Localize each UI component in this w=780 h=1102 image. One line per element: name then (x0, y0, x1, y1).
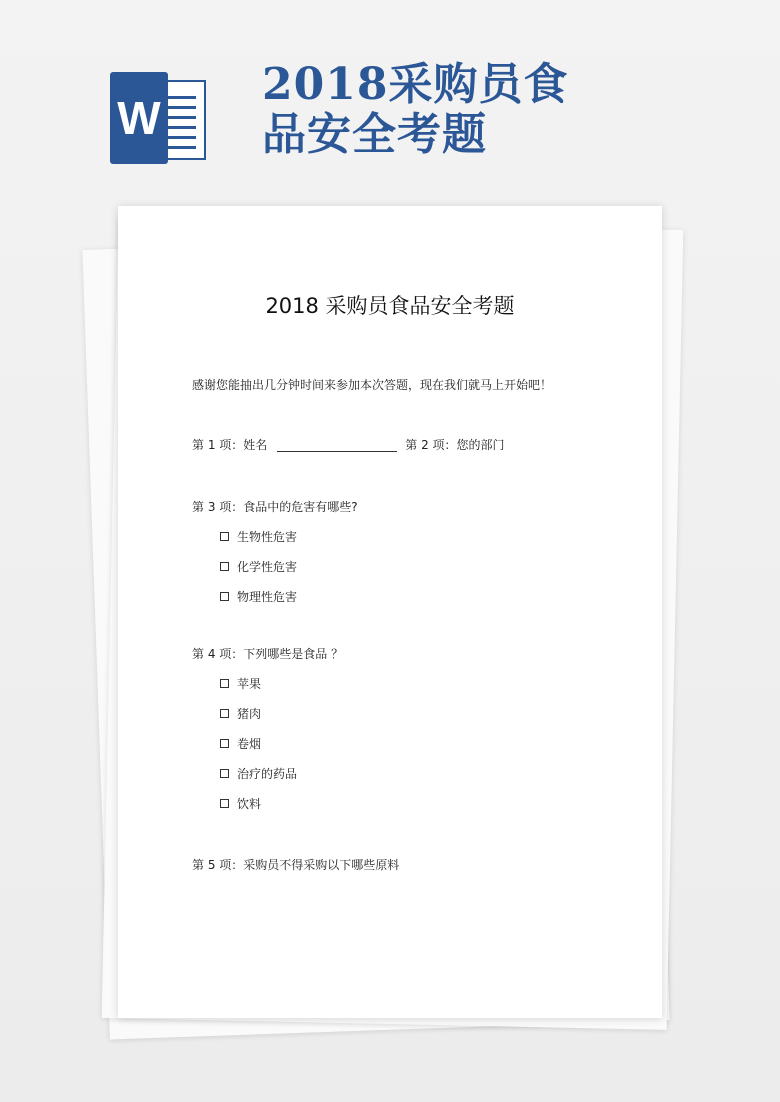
option-label: 物理性危害 (237, 590, 298, 604)
checkbox[interactable] (220, 769, 229, 778)
checkbox[interactable] (220, 592, 229, 601)
checkbox[interactable] (220, 679, 229, 688)
banner-title-line1: 2018采购员食 (262, 59, 569, 110)
q4-option[interactable] (220, 675, 261, 692)
q3-option[interactable] (220, 558, 297, 575)
q4-option[interactable] (220, 795, 261, 812)
q3-option[interactable] (220, 588, 297, 605)
option-label: 苹果 (237, 677, 262, 691)
question-5-label: 第 5 项：采购员不得采购以下哪些原料 (192, 858, 400, 872)
checkbox[interactable] (220, 739, 229, 748)
option-label: 饮料 (237, 797, 262, 811)
intro-text: 感谢您能抽出几分钟时间来参加本次答题，现在我们就马上开始吧！ (192, 378, 553, 392)
option-label: 化学性危害 (237, 560, 298, 574)
checkbox[interactable] (220, 562, 229, 571)
checkbox[interactable] (220, 709, 229, 718)
document-page (118, 206, 662, 1018)
q4-option[interactable] (220, 765, 297, 782)
question-2-label: 第 2 项：您的部门 (405, 438, 505, 452)
question-1-label: 第 1 项：姓名 (192, 438, 268, 452)
banner-title (262, 60, 602, 160)
word-logo-letter: W (110, 72, 168, 164)
checkbox[interactable] (220, 532, 229, 541)
name-input-blank[interactable] (277, 439, 397, 452)
q3-option[interactable] (220, 528, 297, 545)
word-icon (110, 72, 208, 164)
q4-option[interactable] (220, 705, 261, 722)
option-label: 卷烟 (237, 737, 262, 751)
q4-option[interactable] (220, 735, 261, 752)
question-row-1-2 (192, 436, 505, 453)
checkbox[interactable] (220, 799, 229, 808)
question-4-label: 第 4 项：下列哪些是食品 ？ (192, 647, 344, 661)
document-title: 2018 采购员食品安全考题 (265, 294, 515, 318)
option-label: 猪肉 (237, 707, 262, 721)
option-label: 治疗的药品 (237, 767, 298, 781)
banner-title-line2: 品安全考题 (262, 109, 487, 160)
question-3-label: 第 3 项：食品中的危害有哪些? (192, 500, 358, 514)
option-label: 生物性危害 (237, 530, 298, 544)
